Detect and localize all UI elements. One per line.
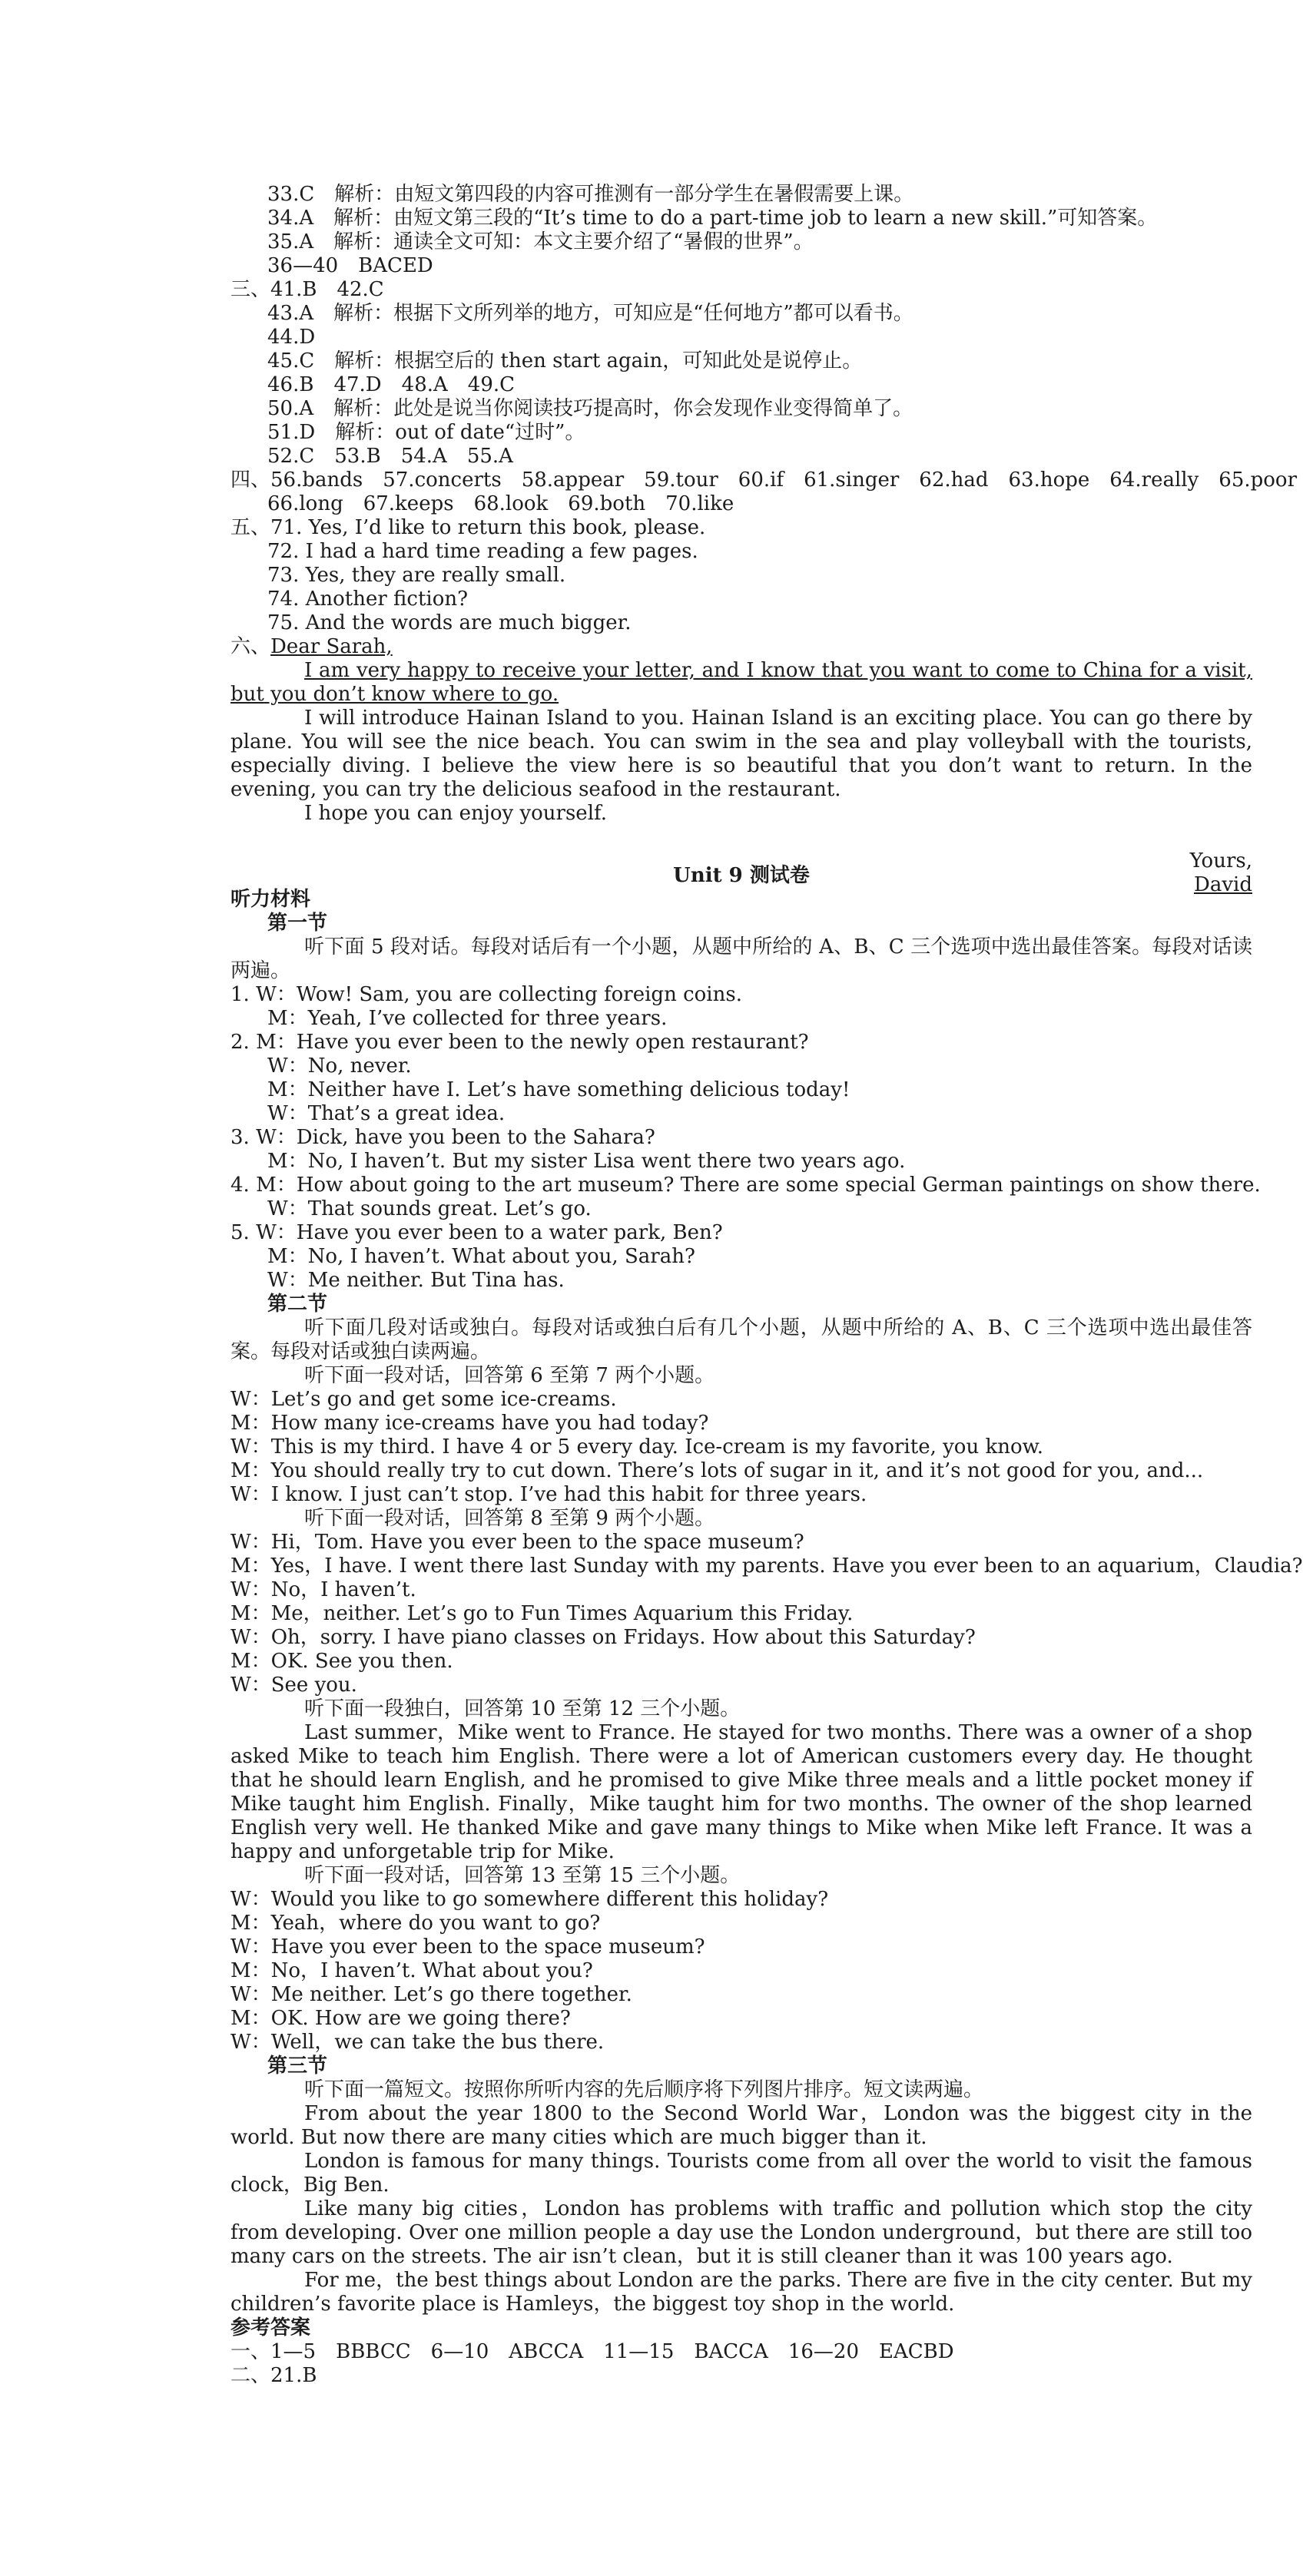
conversation-c-line-5: W：Me neither. Let’s go there together.	[230, 1983, 632, 2006]
conversation-c-line-1: W：Would you like to go somewhere different this holiday?	[230, 1888, 829, 1911]
dialogue-3-line-2: M：No, I haven’t. But my sister Lisa went there two years ago.	[267, 1150, 906, 1173]
letter-paragraph-3: I hope you can enjoy yourself.	[304, 802, 607, 825]
conversation-a-line-3: W：This is my third. I have 4 or 5 every day. Ice-cream is my favorite, you know.	[230, 1435, 1044, 1459]
section-2-instructions: 听下面几段对话或独白。每段对话或独白后有几个小题，从题中所给的 A、B、C 三个选项中选出最佳答案。每段对话或独白读两遍。	[230, 1316, 1252, 1363]
conversation-b-line-1: W：Hi，Tom. Have you ever been to the space museum?	[230, 1531, 804, 1554]
section-3-instructions: 听下面一篇短文。按照你所听内容的先后顺序将下列图片排序。短文读两遍。	[304, 2078, 984, 2101]
dialogue-2-line-3: M：Neither have I. Let’s have something delicious today!	[267, 1078, 850, 1101]
question-8-9-prompt: 听下面一段对话，回答第 8 至第 9 两个小题。	[304, 1507, 715, 1530]
letter-closing: Yours,	[1189, 849, 1252, 872]
section-3-heading: 第三节	[267, 2055, 328, 2078]
answer-46-49: 46.B 47.D 48.A 49.C	[267, 373, 516, 396]
dialogue-3-line-1: 3. W：Dick, have you been to the Sahara?	[230, 1126, 655, 1149]
section-2-heading: 第二节	[267, 1293, 328, 1316]
answer-44: 44.D	[267, 326, 316, 349]
letter-paragraph-2: I will introduce Hainan Island to you. Hainan Island is an exciting place. You can go there by plane. You will see the nice beach. You can swim in the sea and play volleyball with the tourists, especially diving. I believe the view here is so beautiful that you don’t want to return. In the evening, you can try the delicious seafood in the restaurant.	[230, 707, 1252, 801]
conversation-b-line-7: W：See you.	[230, 1674, 357, 1697]
answer-34: 34.A 解析：由短文第三段的“It’s time to do a part-time job to learn a new skill.”可知答案。	[267, 207, 1158, 230]
section-5-answer-72: 72. I had a hard time reading a few pages.	[267, 540, 698, 563]
conversation-b-line-4: M：Me，neither. Let’s go to Fun Times Aquarium this Friday.	[230, 1602, 854, 1625]
answer-33: 33.C 解析：由短文第四段的内容可推测有一部分学生在暑假需要上课。	[267, 183, 914, 206]
question-13-15-prompt: 听下面一段对话，回答第 13 至第 15 三个小题。	[304, 1864, 741, 1887]
conversation-a-line-1: W：Let’s go and get some ice-creams.	[230, 1388, 617, 1411]
passage-paragraph-3: Like many big cities，London has problems with traffic and pollution which stop the city from developing. Over one million people a day use the London underground，but there are still too many cars on the streets. The air isn’t clean，but it is still cleaner than it was 100 years ago.	[230, 2197, 1252, 2268]
previous-unit-answers	[230, 183, 1298, 897]
unit-9-title: Unit 9 测试卷	[673, 864, 810, 887]
dialogue-4-line-1: 4. M：How about going to the art museum? There are some special German paintings on show there.	[230, 1174, 1261, 1197]
unit-9-test	[230, 864, 1303, 2388]
answers-part-2: 二、21.B	[230, 2364, 317, 2387]
conversation-b-line-6: M：OK. See you then.	[230, 1650, 453, 1673]
dialogue-4-line-2: W：That sounds great. Let’s go.	[267, 1197, 592, 1220]
section-4-answers-line2: 66.long 67.keeps 68.look 69.both 70.like	[267, 492, 734, 515]
dialogue-5-line-2: M：No, I haven’t. What about you, Sarah?	[267, 1245, 695, 1268]
dialogue-5-line-3: W：Me neither. But Tina has.	[267, 1269, 565, 1292]
letter-greeting: Dear Sarah,	[270, 635, 393, 658]
passage-paragraph-2: London is famous for many things. Tourists come from all over the world to visit the famous clock，Big Ben.	[230, 2150, 1252, 2197]
reference-answers-heading: 参考答案	[230, 2316, 311, 2339]
conversation-a-line-2: M：How many ice-creams have you had today?	[230, 1412, 709, 1435]
dialogue-2-line-2: W：No, never.	[267, 1055, 412, 1078]
conversation-c-line-3: W：Have you ever been to the space museum?	[230, 1935, 705, 1958]
section-5-answer-71: 五、71. Yes, I’d like to return this book, please.	[230, 516, 706, 539]
section-4-answers-line1: 四、56.bands 57.concerts 58.appear 59.tour 60.if 61.singer 62.had 63.hope 64.really 65.poor	[230, 469, 1298, 492]
dialogue-1-line-1: 1. W：Wow! Sam, you are collecting foreign coins.	[230, 983, 742, 1006]
conversation-c-line-7: W：Well，we can take the bus there.	[230, 2031, 605, 2054]
section-6-label: 六、	[230, 635, 271, 658]
section-1-instructions: 听下面 5 段对话。每段对话后有一个小题，从题中所给的 A、B、C 三个选项中选出最佳答案。每段对话读两遍。	[230, 935, 1252, 982]
section-1-heading: 第一节	[267, 912, 328, 935]
section-5-answer-75: 75. And the words are much bigger.	[267, 611, 632, 634]
answer-45: 45.C 解析：根据空后的 then start again，可知此处是说停止。	[267, 349, 863, 372]
conversation-c-line-6: M：OK. How are we going there?	[230, 2007, 571, 2030]
conversation-a-line-5: W：I know. I just can’t stop. I’ve had this habit for three years.	[230, 1483, 867, 1506]
dialogue-2-line-4: W：That’s a great idea.	[267, 1102, 506, 1125]
section-5-answer-74: 74. Another fiction?	[267, 588, 469, 611]
listening-material-heading: 听力材料	[230, 888, 311, 911]
letter-signature: David	[1194, 873, 1252, 896]
monologue-text: Last summer，Mike went to France. He stayed for two months. There was a owner of a shop asked Mike to teach him English. There were a lot of American customers every day. He thought that he should learn English, and he promised to give Mike three meals and a little pocket money if Mike taught him English. Finally，Mike taught him for two months. The owner of the shop learned English very well. He thanked Mike and gave many things to Mike when Mike left France. It was a happy and unforgetable trip for Mike.	[230, 1721, 1252, 1863]
answers-part-1: 一、1—5 BBBCC 6—10 ABCCA 11—15 BACCA 16—20 EACBD	[230, 2340, 954, 2363]
section-3-answers: 三、41.B 42.C	[230, 278, 384, 301]
letter-greeting-line	[230, 635, 1252, 659]
answer-43: 43.A 解析：根据下文所列举的地方，可知应是“任何地方”都可以看书。	[267, 302, 913, 325]
conversation-c-line-2: M：Yeah，where do you want to go?	[230, 1912, 601, 1935]
conversation-b-line-2: M：Yes，I have. I went there last Sunday with my parents. Have you ever been to an aquarium，Claudia?	[230, 1555, 1303, 1578]
answer-50: 50.A 解析：此处是说当你阅读技巧提高时，你会发现作业变得简单了。	[267, 397, 913, 420]
question-6-7-prompt: 听下面一段对话，回答第 6 至第 7 两个小题。	[304, 1364, 715, 1387]
conversation-c-line-4: M：No，I haven’t. What about you?	[230, 1959, 593, 1982]
conversation-b-line-3: W：No，I haven’t.	[230, 1578, 416, 1601]
letter-paragraph-1: I am very happy to receive your letter, and I know that you want to come to China for a visit, but you don’t know where to go.	[230, 659, 1252, 706]
dialogue-5-line-1: 5. W：Have you ever been to a water park, Ben?	[230, 1221, 723, 1244]
conversation-a-line-4: M：You should really try to cut down. There’s lots of sugar in it, and it’s not good for you, and...	[230, 1459, 1204, 1482]
answer-36-40: 36—40 BACED	[267, 254, 433, 277]
conversation-b-line-5: W：Oh，sorry. I have piano classes on Fridays. How about this Saturday?	[230, 1626, 976, 1649]
section-5-answer-73: 73. Yes, they are really small.	[267, 564, 566, 587]
answer-35: 35.A 解析：通读全文可知：本文主要介绍了“暑假的世界”。	[267, 230, 814, 253]
dialogue-2-line-1: 2. M：Have you ever been to the newly open restaurant?	[230, 1031, 809, 1054]
answer-51: 51.D 解析：out of date“过时”。	[267, 421, 585, 444]
passage-paragraph-1: From about the year 1800 to the Second World War，London was the biggest city in the world. But now there are many cities which are much bigger than it.	[230, 2102, 1252, 2149]
passage-paragraph-4: For me，the best things about London are the parks. There are five in the city center. But my children’s favorite place is Hamleys，the biggest toy shop in the world.	[230, 2269, 1252, 2316]
answer-52-55: 52.C 53.B 54.A 55.A	[267, 445, 513, 468]
dialogue-1-line-2: M：Yeah, I’ve collected for three years.	[267, 1007, 668, 1030]
question-10-12-prompt: 听下面一段独白，回答第 10 至第 12 三个小题。	[304, 1697, 741, 1720]
